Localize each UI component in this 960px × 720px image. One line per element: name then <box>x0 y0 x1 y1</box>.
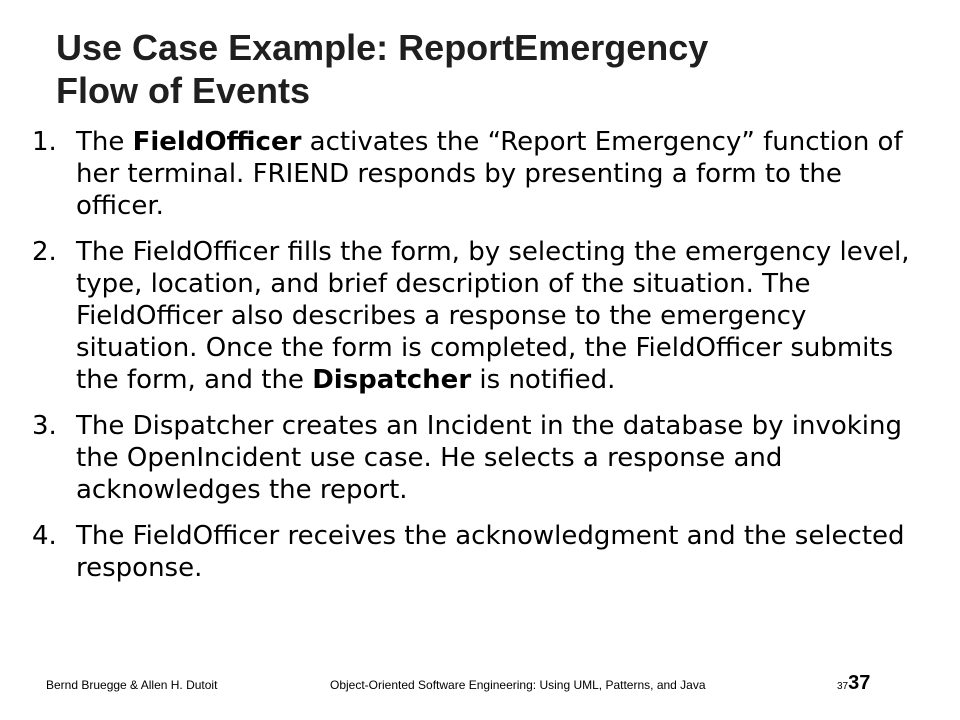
step-number: 1. <box>32 127 57 157</box>
actor-name: FieldOfficer <box>132 127 302 157</box>
step-text-segment: The <box>76 127 133 157</box>
footer-authors: Bernd Bruegge & Allen H. Dutoit <box>46 678 218 692</box>
step-number: 4. <box>32 521 57 551</box>
page-number-large: 37 <box>848 672 871 694</box>
step-number: 3. <box>32 411 57 441</box>
slide-title-line-2: Flow of Events <box>56 70 311 111</box>
flow-of-events-list <box>32 126 912 598</box>
step-item <box>32 520 912 584</box>
step-item <box>32 410 912 506</box>
step-text <box>76 127 903 221</box>
step-number: 2. <box>32 237 57 267</box>
step-text-segment: The Dispatcher creates an Incident in the database by invoking the OpenIncident use case. He selects a response and acknowledges the report. <box>76 411 903 505</box>
page-number <box>837 672 870 695</box>
step-text-segment: is notified. <box>471 365 616 395</box>
step-item <box>32 126 912 222</box>
step-item <box>32 236 912 396</box>
actor-name: Dispatcher <box>312 365 472 395</box>
step-text-segment: The FieldOfficer fills the form, by selecting the emergency level, type, location, and brief description of the situation. The FieldOfficer also describes a response to the emergency situation. Once the form is completed, the FieldOfficer submits the form, and the <box>76 237 910 395</box>
step-text <box>76 237 910 395</box>
footer-book-title: Object-Oriented Software Engineering: Using UML, Patterns, and Java <box>330 678 706 692</box>
step-text-segment: activates the “Report Emergency” function of her terminal. FRIEND responds by presenting a form to the officer. <box>76 127 903 221</box>
step-text <box>76 411 902 505</box>
step-text-segment: The FieldOfficer receives the acknowledgment and the selected response. <box>76 521 905 583</box>
page-number-small: 37 <box>837 681 849 692</box>
slide-title-line-1: Use Case Example: ReportEmergency <box>56 27 709 68</box>
slide-title <box>56 26 916 112</box>
slide-footer <box>0 672 960 696</box>
step-text <box>76 521 905 583</box>
